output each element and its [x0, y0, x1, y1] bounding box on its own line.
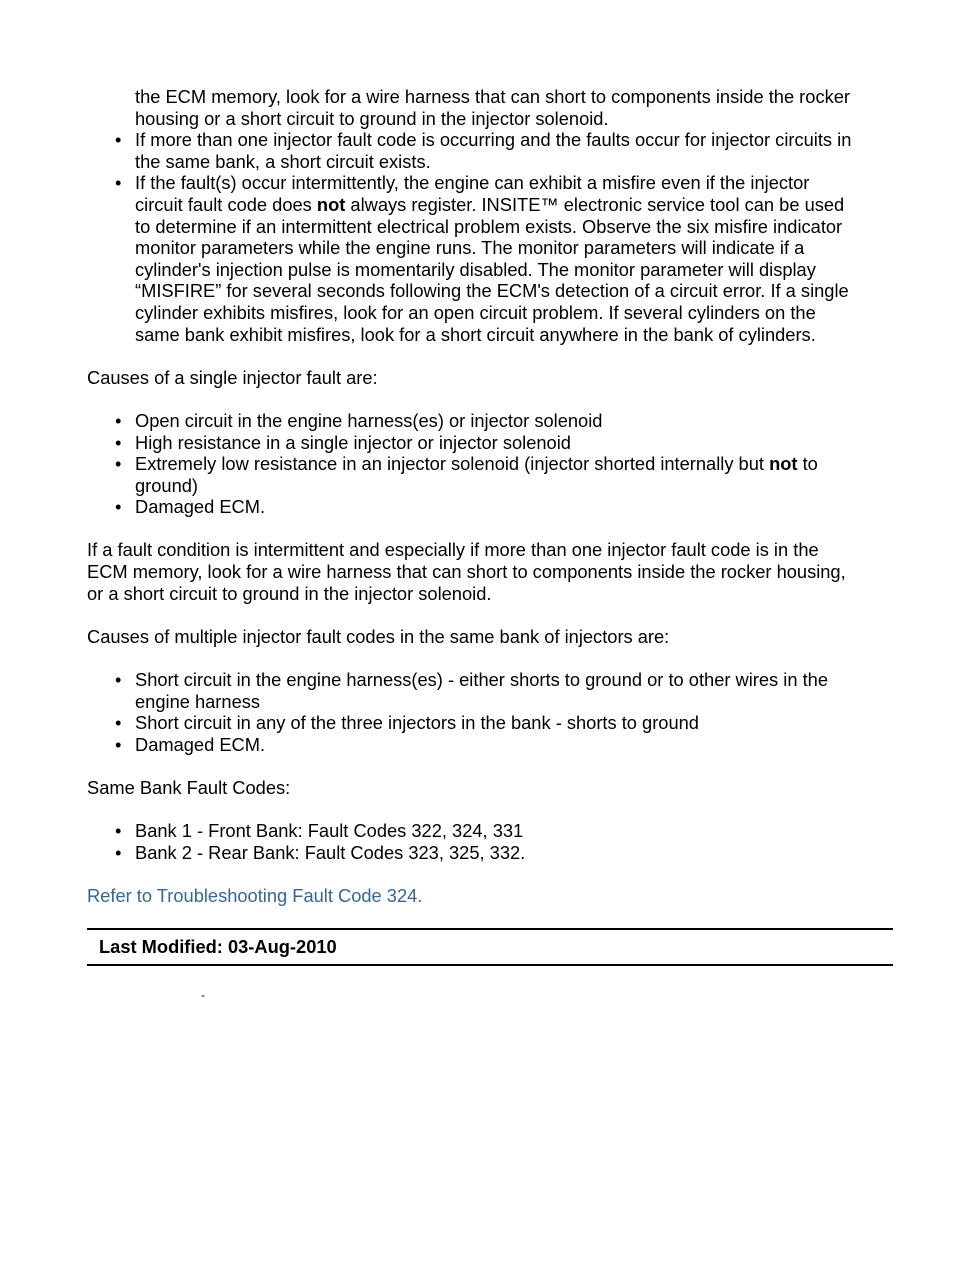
- text-line: Bank 1 - Front Bank: Fault Codes 322, 324, 331: [135, 820, 524, 842]
- dash-mark: -: [201, 988, 205, 1002]
- bullet-icon: •: [115, 453, 122, 475]
- document-page: [87, 86, 893, 966]
- text-line: [135, 453, 893, 475]
- same-bank-list: [87, 820, 893, 863]
- text-line: monitor parameters while the engine runs. The monitor parameters will indicate if a: [135, 237, 805, 259]
- last-modified-label: Last Modified: 03-Aug-2010: [99, 936, 337, 958]
- list-item: [115, 453, 893, 496]
- text-run: always register. INSITE™ electronic service tool can be used: [345, 193, 845, 215]
- bullet-icon: •: [115, 496, 122, 518]
- bullet-icon: •: [115, 733, 122, 755]
- bold-not: not: [316, 193, 346, 215]
- text-line: Open circuit in the engine harness(es) or injector solenoid: [135, 409, 603, 431]
- text-line: “MISFIRE” for several seconds following the ECM's detection of a circuit error. If a single: [135, 280, 849, 302]
- list-item: [115, 820, 893, 842]
- text-run: to: [797, 453, 818, 475]
- single-fault-list: [87, 410, 893, 518]
- text-line: housing or a short circuit to ground in the injector solenoid.: [135, 107, 609, 129]
- text-line: or a short circuit to ground in the injector solenoid.: [87, 582, 492, 604]
- text-line: [135, 194, 893, 216]
- text-line: High resistance in a single injector or injector solenoid: [135, 431, 571, 453]
- text-line: Short circuit in the engine harness(es) - either shorts to ground or to other wires in the: [135, 669, 829, 691]
- bold-not: not: [769, 453, 798, 475]
- text-line: ground): [135, 474, 199, 496]
- list-item: [115, 431, 893, 454]
- text-line: cylinder exhibits misfires, look for an open circuit problem. If several cylinders on the: [135, 301, 816, 323]
- continued-bullet-text: [135, 86, 893, 129]
- text-line: If a fault condition is intermittent and especially if more than one injector fault code is in the: [87, 539, 819, 561]
- text-line: If the fault(s) occur intermittently, the engine can exhibit a misfire even if the injector: [135, 172, 810, 194]
- list-item: [115, 172, 893, 345]
- text-line: same bank exhibit misfires, look for a short circuit anywhere in the bank of cylinders.: [135, 323, 816, 345]
- text-run: circuit fault code does: [135, 193, 317, 215]
- bullet-icon: •: [115, 669, 122, 691]
- list-item: [115, 669, 893, 712]
- bullet-icon: •: [115, 841, 122, 863]
- list-item: [115, 733, 893, 756]
- multiple-fault-intro: Causes of multiple injector fault codes in the same bank of injectors are:: [87, 625, 670, 647]
- text-line: Damaged ECM.: [135, 733, 266, 755]
- bullet-icon: •: [115, 172, 122, 194]
- list-item: [115, 409, 893, 432]
- multiple-fault-list: [87, 669, 893, 755]
- bullet-icon: •: [115, 820, 122, 842]
- intermittent-paragraph: [87, 539, 893, 604]
- list-item: [115, 496, 893, 518]
- list-item: [115, 841, 893, 864]
- text-run: Extremely low resistance in an injector solenoid (injector shorted internally but: [135, 453, 770, 475]
- text-line: cylinder's injection pulse is momentarily disabled. The monitor parameter will display: [135, 258, 816, 280]
- text-line: Bank 2 - Rear Bank: Fault Codes 323, 325, 332.: [135, 841, 526, 863]
- text-line: Short circuit in any of the three injectors in the bank - shorts to ground: [135, 712, 699, 734]
- text-line: to determine if an intermittent electrical problem exists. Observe the six misfire indicator: [135, 215, 843, 237]
- bullet-icon: •: [115, 712, 122, 734]
- text-line: If more than one injector fault code is occurring and the faults occur for injector circuits in: [135, 129, 852, 151]
- list-item: [115, 712, 893, 734]
- text-line: engine harness: [135, 690, 261, 712]
- troubleshooting-fault-code-324-link[interactable]: Refer to Troubleshooting Fault Code 324.: [87, 884, 423, 906]
- list-item: [115, 129, 893, 172]
- text-line: the same bank, a short circuit exists.: [135, 150, 431, 172]
- text-line: the ECM memory, look for a wire harness that can short to components inside the rocker: [135, 86, 850, 107]
- single-fault-intro: Causes of a single injector fault are:: [87, 366, 378, 388]
- footer-bar: [87, 928, 893, 966]
- top-bullet-list: [87, 129, 893, 345]
- bullet-icon: •: [115, 129, 122, 151]
- same-bank-intro: Same Bank Fault Codes:: [87, 777, 291, 798]
- bullet-icon: •: [115, 409, 122, 431]
- text-line: ECM memory, look for a wire harness that can short to components inside the rocker housing,: [87, 561, 846, 583]
- text-line: Damaged ECM.: [135, 496, 266, 518]
- bullet-icon: •: [115, 431, 122, 453]
